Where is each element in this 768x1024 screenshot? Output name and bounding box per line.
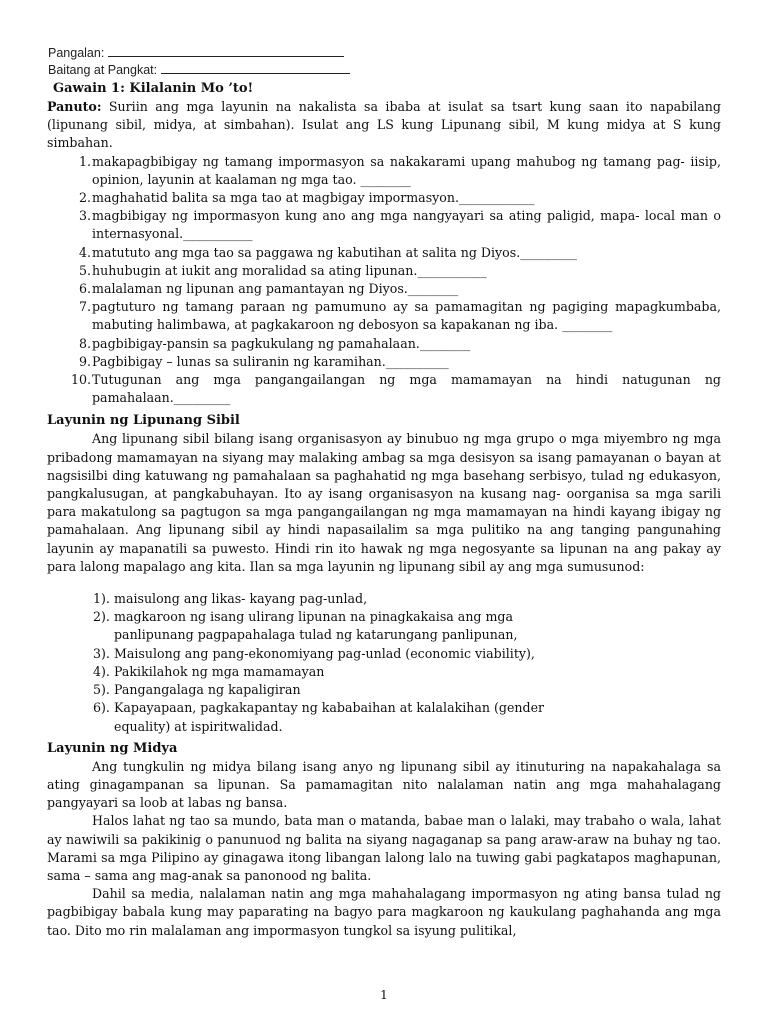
goal-number: 6). [93,700,110,716]
task-item [47,335,721,353]
task-number: 4 . [69,244,91,262]
grade-blank[interactable] [161,61,350,74]
media-paragraph-3: Dahil sa media, nalalaman natin ang mga mahahalagang impormasyon ng ating bansa tulad ng pagbibigay babala kung may paparating na bagyo para magkaroon ng kaukulang paghahanda ang mga tao. Dito mo rin malalaman ang impormasyon tungkol sa isyung pulitikal, [47,886,721,938]
goal-item [47,681,721,699]
goal-number: 5). [93,682,110,698]
task-text: makapagbibigay ng tamang impormasyon sa nakakarami upang mahubog ng tamang pag- iisip, opinion, layunin at kaalaman ng mga tao. ________ [92,153,721,187]
goal-item [47,663,721,681]
instruction [47,98,721,153]
goal-item [47,699,721,735]
civil-society-paragraph: Ang lipunang sibil bilang isang organisasyon ay binubuo ng mga grupo o mga miyembro ng mga pribadong mamamayan na siyang may malaking ambag sa mga desisyon sa isang pamayanan o bayan at nagsisilbi ding katuwang ng pamahalaan sa paghahatid ng mga basehang serbisyo, tulad ng edukasyon, pangkalusugan, at pangkabuhayan. Ito ay isang organisasyon na kusang nag- oorganisa sa mga sarili para makatulong sa pagtugon sa mga pangangailangan ng mga mamamayan na hindi kayang ibigay ng pamahalaan. Ang lipunang sibil ay hindi napasailalim sa mga pulitiko na ang tanging pangunahing layunin ay mapanatili sa puwesto. Hindi rin ito hawak ng mga negosyante sa lipunan na ang pakay ay para lalong mapalago ang kita. Ilan sa mga layunin ng lipunang sibil ay ang mga sumusunod: [47,431,721,574]
goal-number: 2). [93,609,110,625]
goal-text: Kapayapaan, pagkakapantay ng kababaihan at kalalakihan (gender [114,700,545,716]
media-paragraph-2: Halos lahat ng tao sa mundo, bata man o matanda, babae man o lalaki, may trabaho o wala, lahat ay nawiwili sa pakikinig o panunuod ng balita na siyang nagaganap sa pang araw-araw na buhay ng tao. Marami sa mga Pilipino ay ginagawa itong libangan lalong lalo na tuwing gabi pagkatapos maghapunan, sama – sama ang mag-anak sa panonood ng balita. [47,813,721,883]
task-item [47,353,721,371]
goal-text: Maisulong ang pang-ekonomiyang pag-unlad (economic viability), [114,645,535,661]
name-field-row [48,44,344,60]
goal-text: maisulong ang likas- kayang pag-unlad, [114,591,368,607]
task-item [47,189,721,207]
task-text: pagbibigay-pansin sa pagkukulang ng pamahalaan.________ [92,335,471,351]
task-number: 3 . [69,207,91,225]
media-heading: Layunin ng Midya [47,740,178,756]
task-item [47,280,721,298]
task-number: 5 . [69,262,91,280]
name-label: Pangalan: [48,46,105,60]
page-number: 1 [380,988,388,1002]
goal-number: 1). [93,591,110,607]
worksheet-content [47,80,721,940]
task-text: Pagbibigay – lunas sa suliranin ng karamihan.__________ [92,353,449,369]
task-number: 6 . [69,280,91,298]
task-item [47,207,721,243]
task-text: Tutugunan ang mga pangangailangan ng mga mamamayan na hindi natugunan ng pamahalaan._________ [92,372,721,406]
task-number: 2 . [69,189,91,207]
task-item [47,153,721,189]
goal-text-continued: equality) at ispiritwalidad. [114,718,283,734]
grade-label: Baitang at Pangkat: [48,63,158,77]
name-blank[interactable] [108,44,344,57]
instruction-label: Panuto: [47,99,102,114]
goal-item [47,590,721,608]
task-item [47,371,721,407]
goal-text-continued: panlipunang pagpapahalaga tulad ng katarungang panlipunan, [114,627,518,643]
task-number: 10 . [69,371,91,389]
goal-text: magkaroon ng isang ulirang lipunan na pinagkakaisa ang mga [114,609,514,625]
grade-field-row [48,61,350,77]
task-text: pagtuturo ng tamang paraan ng pamumuno ay sa pamamagitan ng pagiging mapagkumbaba, mabuting halimbawa, at pagkakaroon ng debosyon sa kapakanan ng iba. ________ [92,299,721,333]
civil-society-goals [47,590,721,736]
task-number: 9 . [69,353,91,371]
goal-text: Pakikilahok ng mga mamamayan [114,663,325,679]
activity-title: Gawain 1: Kilalanin Mo ’to! [53,81,254,96]
task-item [47,262,721,280]
goal-number: 3). [93,645,110,661]
media-paragraph-1: Ang tungkulin ng midya bilang isang anyo ng lipunang sibil ay itinuturing na napakahalaga sa ating ginagampanan sa lipunan. Sa pamamagitan nito nalalaman natin ang mga mahahalagang pangyayari sa loob at labas ng bansa. [47,758,721,811]
task-text: huhubugin at iukit ang moralidad sa ating lipunan.___________ [92,262,487,278]
instruction-text: Suriin ang mga layunin na nakalista sa ibaba at isulat sa tsart kung saan ito napabilang (lipunang sibil, midya, at simbahan). Isulat ang LS kung Lipunang sibil, M kung midya at S kung simbahan. [47,99,721,151]
task-list [47,153,721,408]
task-number: 1 . [69,153,91,171]
task-item [47,244,721,262]
task-text: malalaman ng lipunan ang pamantayan ng Diyos.________ [92,281,459,297]
task-number: 7 . [69,298,91,316]
goal-item [47,608,721,644]
task-text: magbibigay ng impormasyon kung ano ang mga nangyayari sa ating paligid, mapa- local man o internasyonal.___________ [92,208,721,242]
task-number: 8 . [69,335,91,353]
goal-text: Pangangalaga ng kapaligiran [114,682,301,698]
task-item [47,298,721,334]
goal-number: 4). [93,663,110,679]
goal-item [47,645,721,663]
task-text: matututo ang mga tao sa paggawa ng kabutihan at salita ng Diyos._________ [92,244,577,260]
civil-society-heading: Layunin ng Lipunang Sibil [47,413,240,429]
task-text: maghahatid balita sa mga tao at magbigay impormasyon.____________ [92,190,535,206]
